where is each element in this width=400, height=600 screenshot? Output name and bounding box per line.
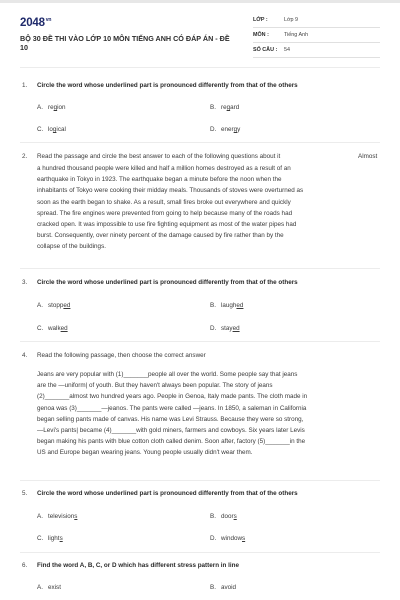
passage-line: Jeans are very popular with (1)_______people all over the world. Some people say that jeans xyxy=(37,371,298,378)
header-divider xyxy=(20,67,380,68)
option-b[interactable]: B. regard xyxy=(210,104,240,111)
meta-class xyxy=(253,17,380,28)
passage-line: burst. Consequently, over ninety percent of the damage caused by fire rather than by the xyxy=(37,232,284,240)
meta-value: Tiếng Anh xyxy=(284,32,309,38)
passage-line: collapse of the buildings. xyxy=(37,243,106,251)
passage-text xyxy=(37,369,377,459)
option-d[interactable]: D. energy xyxy=(210,126,241,133)
logo-text: 2048 xyxy=(20,17,45,29)
logo-suffix: vn xyxy=(45,17,52,23)
passage-line: earthquake in Tokyo in 1923. The earthquake began a minute before the noon when the xyxy=(37,176,282,184)
question-prompt: Circle the word whose underlined part is pronounced differently from that of the others xyxy=(37,279,298,286)
question-number: 6. xyxy=(22,562,28,569)
option-b[interactable]: B. avoid xyxy=(210,584,237,591)
passage-line: Almost xyxy=(358,153,378,160)
question-number: 3. xyxy=(22,279,28,286)
question-prompt: Read the passage and circle the best answer to each of the following questions about it xyxy=(37,153,281,160)
passage-line: spread. The fire engines were prevented from going to help because many of the roads had xyxy=(37,209,293,217)
question-prompt: Circle the word whose underlined part is pronounced differently from that of the others xyxy=(37,490,298,497)
passage-line: are the —uniform| of youth. But they haven't always been popular. The story of jeans xyxy=(37,382,273,390)
option-c[interactable]: C. lights xyxy=(37,535,63,542)
question-prompt: Read the following passage, then choose the correct answer xyxy=(37,352,206,359)
question-divider xyxy=(20,268,380,269)
question-number: 2. xyxy=(22,153,28,160)
passage-line: began selling pants made of canvas. His name was Levi Strauss. Because they were so strong, xyxy=(37,415,304,423)
option-b[interactable]: B. laughed xyxy=(210,302,244,309)
question-prompt: Circle the word whose underlined part is pronounced differently from that of the others xyxy=(37,82,298,89)
option-b[interactable]: B. doors xyxy=(210,513,237,520)
option-c[interactable]: C. walked xyxy=(37,325,68,332)
meta-key: LỚP : xyxy=(253,17,268,23)
question-divider xyxy=(20,552,380,553)
site-logo[interactable] xyxy=(20,17,51,29)
passage-line: US and Europe began wearing jeans. Young people usually didn't wear them. xyxy=(37,449,253,457)
question-prompt: Find the word A, B, C, or D which has different stress pattern in line xyxy=(37,562,239,569)
option-d[interactable]: D. stayed xyxy=(210,325,240,332)
passage-line: soon as the earth began to shake. As a result, small fires broke out everywhere and quickly xyxy=(37,198,291,206)
passage-line: a hundred thousand people were killed and half a million homes destroyed as a result of an xyxy=(37,165,291,172)
meta-key: SỐ CÂU : xyxy=(253,47,278,53)
option-c[interactable]: C. logical xyxy=(37,126,66,133)
passage-line: cracked open. It was impossible to use fire fighting equipment as most of the water pipes had xyxy=(37,221,297,229)
passage-text xyxy=(37,163,377,253)
option-a[interactable]: A. region xyxy=(37,104,66,111)
passage-line: began making his pants with blue cotton cloth called denim. Soon after, factory (5)_______in the xyxy=(37,438,306,446)
option-a[interactable]: A. exist xyxy=(37,584,61,591)
passage-line: genoa was (3)_______—jeanos. The pants were called —jeans. In 1850, a saleman in California xyxy=(37,404,307,412)
question-number: 4. xyxy=(22,352,28,359)
meta-value: 54 xyxy=(284,47,290,53)
question-divider xyxy=(20,142,380,143)
document-title: BỘ 30 ĐỀ THI VÀO LỚP 10 MÔN TIẾNG ANH CÓ ĐÁP ÁN - ĐỀ 10 xyxy=(20,34,230,52)
question-number: 1. xyxy=(22,82,28,89)
meta-value: Lớp 9 xyxy=(284,17,299,23)
meta-key: MÔN : xyxy=(253,32,269,38)
question-divider xyxy=(20,341,380,342)
passage-line: —Levi's pants| became (4)_______with gold miners, farmers and cowboys. Six years later Levis xyxy=(37,427,305,435)
option-a[interactable]: A. stopped xyxy=(37,302,71,309)
top-bar xyxy=(0,0,400,3)
question-number: 5. xyxy=(22,490,28,497)
passage-line: inhabitants of Tokyo were cooking their midday meals. Thousands of stoves were overturned as xyxy=(37,187,304,195)
meta-subject xyxy=(253,32,380,43)
option-a[interactable]: A. televisions xyxy=(37,513,78,520)
passage-line: (2)_______almost two hundred years ago. People in Genoa, Italy made pants. The cloth made in xyxy=(37,393,308,401)
meta-question-count xyxy=(253,47,380,58)
question-divider xyxy=(20,480,380,481)
option-d[interactable]: D. windows xyxy=(210,535,246,542)
